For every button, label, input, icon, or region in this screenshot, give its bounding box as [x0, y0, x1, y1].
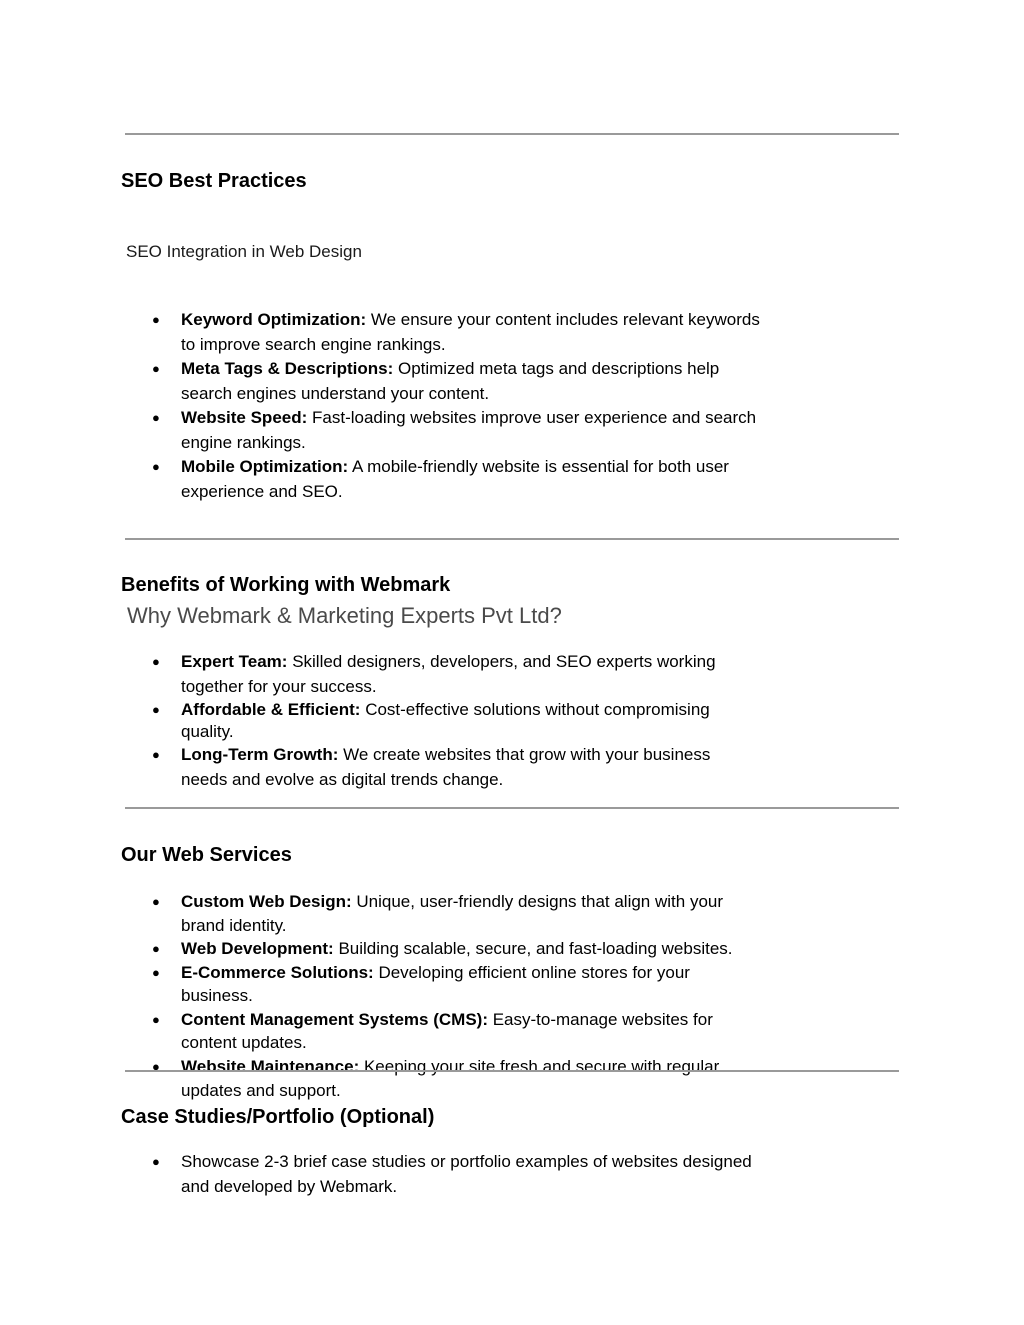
item-term: Keyword Optimization: — [181, 310, 367, 329]
seo-list — [0, 308, 760, 504]
item-term: Custom Web Design: — [181, 892, 352, 911]
list-item — [0, 650, 760, 699]
item-desc: Skilled designers, developers, and SEO experts working together for your success. — [181, 652, 716, 696]
bullet-icon: ● — [152, 964, 160, 980]
list-item — [0, 1008, 760, 1055]
item-term: Meta Tags & Descriptions: — [181, 359, 394, 378]
bullet-icon: ● — [152, 361, 160, 376]
list-item — [0, 937, 760, 961]
seo-heading: SEO Best Practices — [121, 170, 307, 192]
bullet-icon: ● — [152, 459, 160, 474]
seo-subheading: SEO Integration in Web Design — [126, 242, 362, 261]
item-desc: Building scalable, secure, and fast-loading websites. — [338, 939, 733, 958]
benefits-list — [0, 650, 760, 792]
list-item — [0, 743, 760, 792]
list-item — [0, 1150, 760, 1199]
list-item — [0, 406, 760, 455]
item-desc: A mobile-friendly website is essential for both user experience and SEO. — [181, 457, 729, 501]
list-item — [0, 890, 760, 937]
item-desc: Cost-effective solutions without compromising quality. — [181, 700, 710, 741]
item-term: Long-Term Growth: — [181, 745, 339, 764]
bullet-icon: ● — [152, 1154, 160, 1169]
item-term: Website Maintenance: — [181, 1056, 360, 1076]
bullet-icon: ● — [152, 1011, 160, 1027]
list-item — [0, 961, 760, 1008]
bullet-icon: ● — [152, 654, 160, 669]
item-desc: We create websites that grow with your business needs and evolve as digital trends change. — [181, 745, 711, 789]
item-desc: Unique, user-friendly designs that align with your brand identity. — [181, 892, 724, 935]
section-divider — [125, 538, 899, 540]
list-item — [0, 699, 760, 743]
item-desc: Fast-loading websites improve user experience and search engine rankings. — [181, 408, 757, 452]
case-studies-heading: Case Studies/Portfolio (Optional) — [121, 1106, 435, 1128]
bullet-icon: ● — [152, 410, 160, 425]
item-term: Expert Team: — [181, 652, 288, 671]
list-item — [0, 308, 760, 357]
bullet-icon: ● — [152, 702, 160, 717]
case-studies-list — [0, 1150, 760, 1199]
item-term: Mobile Optimization: — [181, 457, 349, 476]
benefits-heading: Benefits of Working with Webmark — [121, 574, 451, 596]
list-item — [0, 455, 760, 504]
bullet-icon: ● — [152, 894, 160, 909]
bullet-icon: ● — [152, 1058, 160, 1074]
section-divider — [125, 1070, 899, 1072]
bullet-icon: ● — [152, 312, 160, 327]
benefits-subheading: Why Webmark & Marketing Experts Pvt Ltd? — [127, 603, 562, 628]
item-desc: Optimized meta tags and descriptions help search engines understand your content. — [181, 359, 720, 403]
list-item — [0, 1055, 760, 1104]
list-item — [0, 357, 760, 406]
section-divider — [125, 133, 899, 135]
item-desc: Developing efficient online stores for your business. — [181, 962, 690, 1005]
services-heading: Our Web Services — [121, 844, 292, 866]
item-desc: Easy-to-manage websites for content updates. — [181, 1009, 713, 1052]
item-term: Web Development: — [181, 939, 334, 958]
bullet-icon: ● — [152, 941, 160, 956]
item-term: E-Commerce Solutions: — [181, 962, 374, 982]
bullet-icon: ● — [152, 747, 160, 762]
item-term: Website Speed: — [181, 408, 308, 427]
item-term: Content Management Systems (CMS): — [181, 1009, 488, 1029]
item-desc: Keeping your site fresh and secure with regular updates and support. — [181, 1056, 720, 1100]
section-divider — [125, 807, 899, 809]
item-desc: We ensure your content includes relevant keywords to improve search engine rankings. — [181, 310, 760, 354]
item-term: Affordable & Efficient: — [181, 700, 361, 719]
item-desc: Showcase 2-3 brief case studies or portfolio examples of websites designed and developed by Webmark. — [181, 1152, 752, 1196]
